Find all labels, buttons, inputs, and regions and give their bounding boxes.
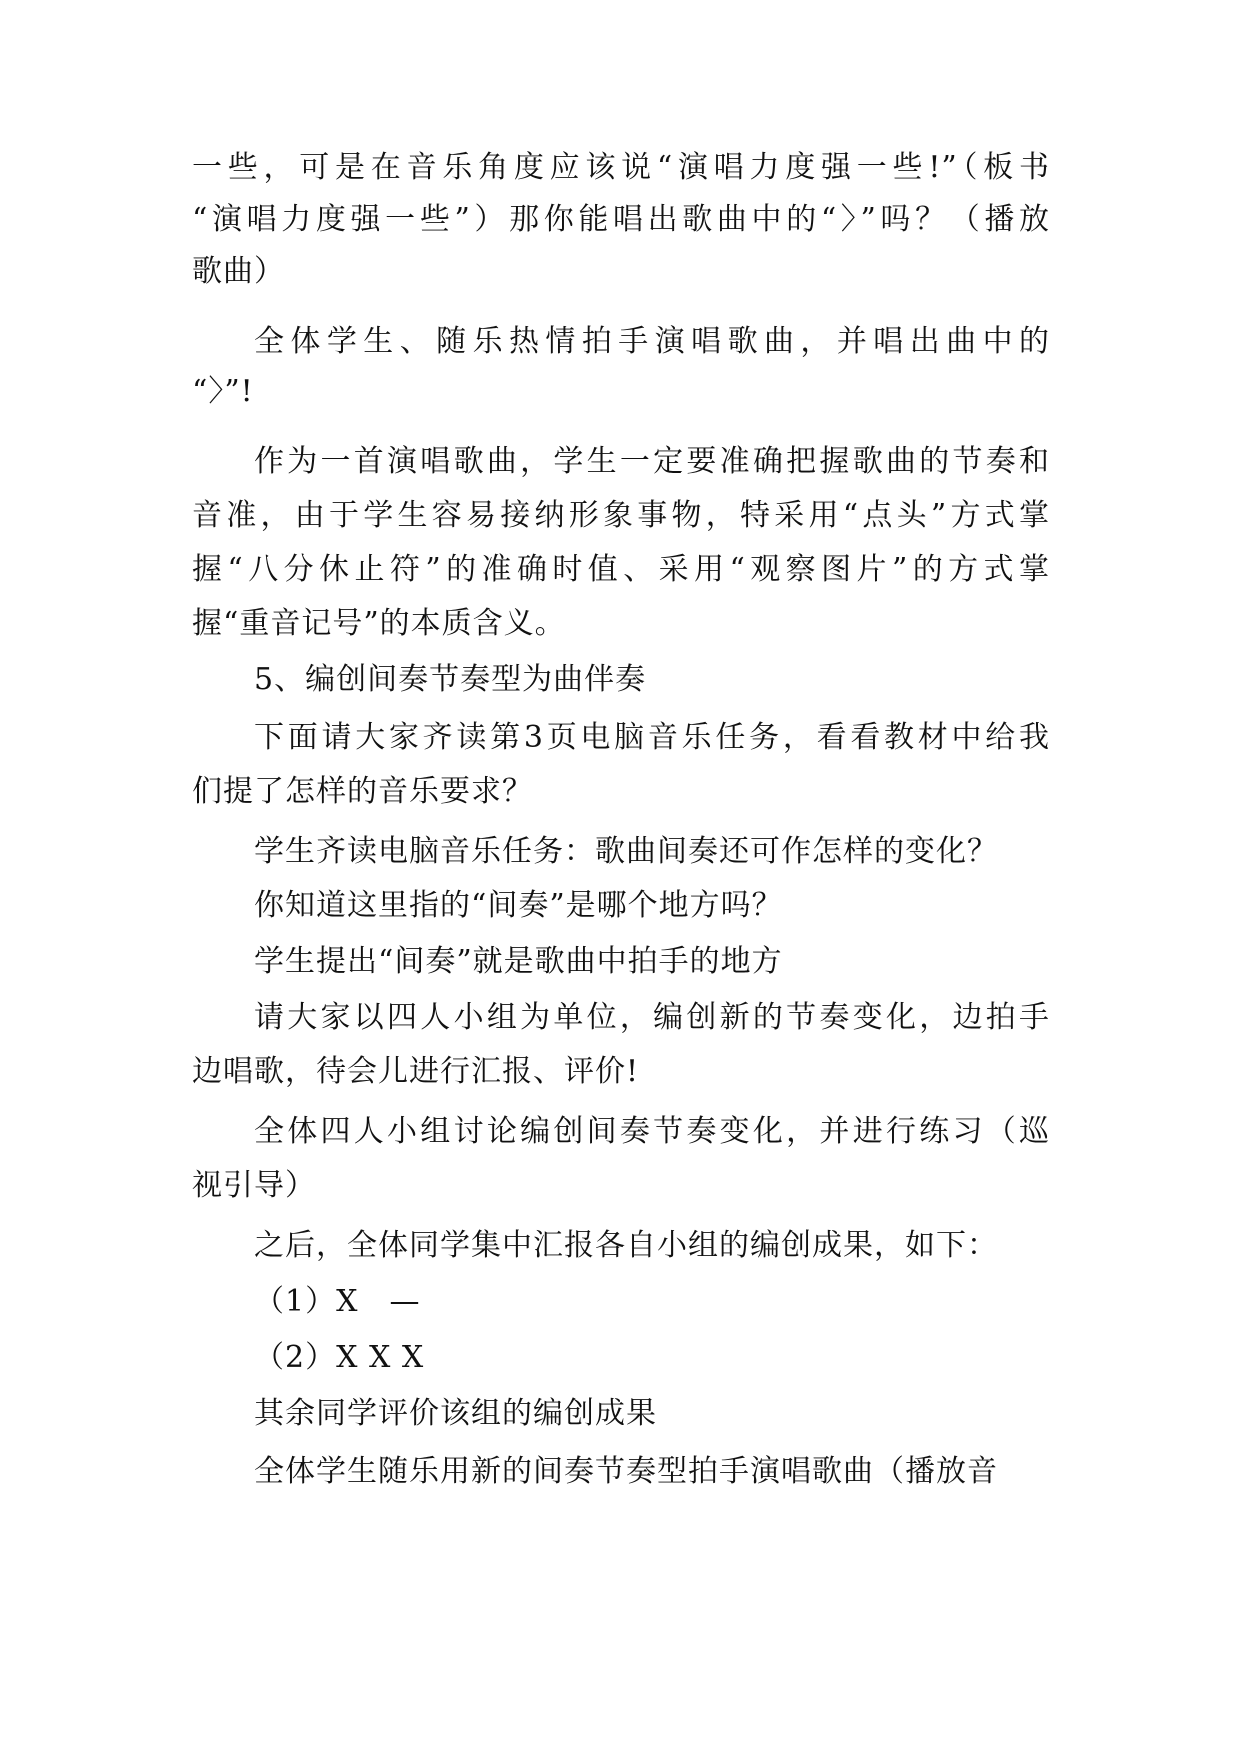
text-line: 边唱歌，待会儿进行汇报、评价! <box>192 1054 640 1089</box>
text-line: 全体学生随乐用新的间奏节奏型拍手演唱歌曲（播放音 <box>254 1454 998 1489</box>
text-line: 请大家以四人小组为单位，编创新的节奏变化，边拍手 <box>254 1000 1050 1035</box>
text-line: 握“重音记号”的本质含义。 <box>192 606 566 641</box>
text-line: 学生齐读电脑音乐任务：歌曲间奏还可作怎样的变化？ <box>254 834 998 869</box>
text-line: 之后，全体同学集中汇报各自小组的编创成果，如下： <box>254 1228 998 1263</box>
text-line: 下面请大家齐读第3页电脑音乐任务，看看教材中给我 <box>254 720 1050 755</box>
text-line: “〉”! <box>192 374 254 409</box>
text-line: 歌曲） <box>192 254 285 289</box>
text-line: 视引导） <box>192 1168 316 1203</box>
text-line: 全体四人小组讨论编创间奏节奏变化，并进行练习（巡 <box>254 1114 1050 1149</box>
rhythm-pattern-1: （1）X — <box>254 1284 421 1319</box>
text-line: 学生提出“间奏”就是歌曲中拍手的地方 <box>254 944 783 979</box>
text-line: 音准，由于学生容易接纳形象事物，特采用“点头”方式掌 <box>192 498 1050 533</box>
text-line: 握“八分休止符”的准确时值、采用“观察图片”的方式掌 <box>192 552 1050 587</box>
text-line: 你知道这里指的“间奏”是哪个地方吗？ <box>254 888 783 923</box>
rhythm-pattern-2: （2）X X X <box>254 1340 425 1375</box>
text-line: 作为一首演唱歌曲，学生一定要准确把握歌曲的节奏和 <box>254 444 1050 479</box>
text-line: 一些，可是在音乐角度应该说“演唱力度强一些!”（板书 <box>192 150 1050 185</box>
text-line: 其余同学评价该组的编创成果 <box>254 1396 657 1431</box>
text-line: 们提了怎样的音乐要求？ <box>192 774 533 809</box>
text-line: 全体学生、随乐热情拍手演唱歌曲，并唱出曲中的 <box>254 324 1050 359</box>
section-heading: 5、编创间奏节奏型为曲伴奏 <box>254 662 647 697</box>
text-line: “演唱力度强一些”）那你能唱出歌曲中的“〉”吗？（播放 <box>192 202 1050 237</box>
